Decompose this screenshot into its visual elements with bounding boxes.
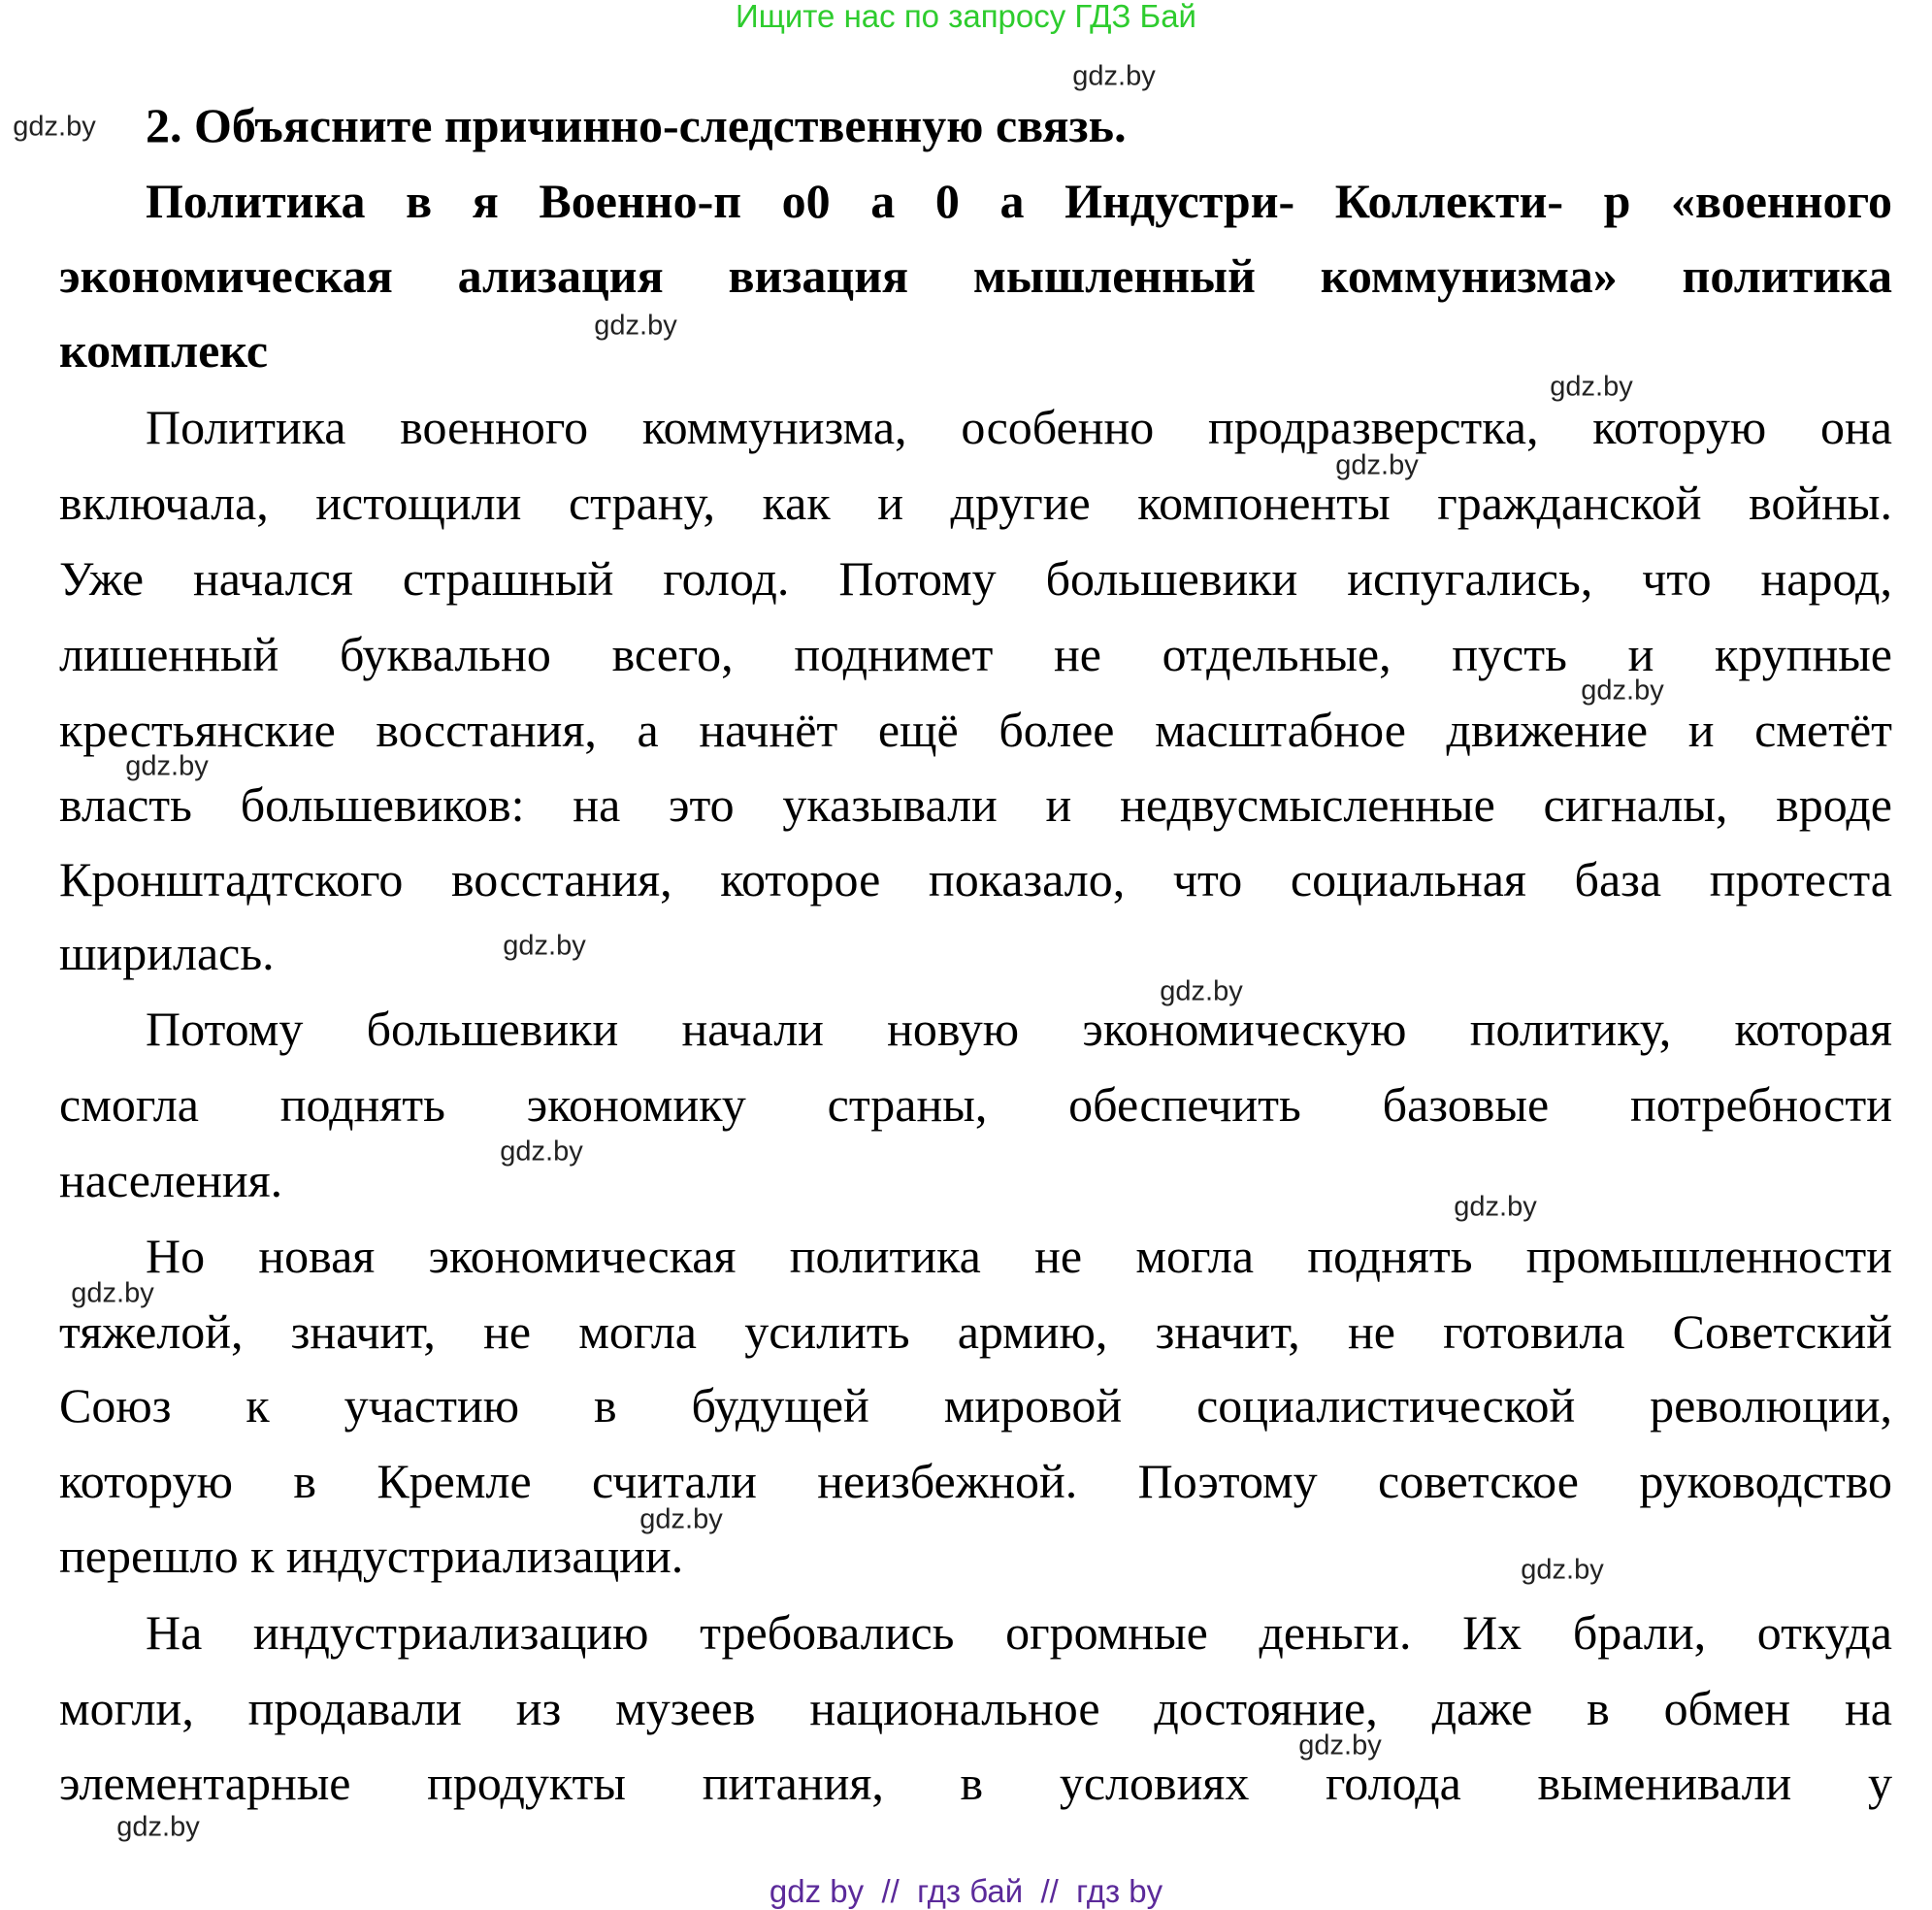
text-line: Потому большевики начали новую экономическую политику, которая — [146, 1002, 1892, 1056]
text-line: тяжелой, значит, не могла усилить армию, значит, не готовила Советский — [59, 1304, 1892, 1359]
watermark: gdz.by — [125, 750, 209, 782]
text-line: могли, продавали из музеев национальное достояние, даже в обмен на — [59, 1681, 1892, 1735]
watermark: gdz.by — [1454, 1191, 1537, 1223]
text-line: ширилась. — [59, 926, 275, 980]
watermark: gdz.by — [1581, 675, 1664, 707]
search-hint-banner: Ищите нас по запросу ГДЗ Бай — [736, 0, 1196, 34]
text-line: населения. — [59, 1153, 283, 1207]
watermark: gdz.by — [71, 1277, 154, 1309]
watermark: gdz.by — [116, 1811, 200, 1843]
text-line: крестьянские восстания, а начнёт ещё более масштабное движение и сметёт — [59, 703, 1892, 757]
text-line: смогла поднять экономику страны, обеспечить базовые потребности — [59, 1077, 1892, 1132]
text-line: Уже начался страшный голод. Потому большевики испугались, что народ, — [59, 551, 1892, 606]
watermark: gdz.by — [639, 1503, 723, 1535]
text-line: которую в Кремле считали неизбежной. Поэтому советское руководство — [59, 1454, 1892, 1508]
watermark: gdz.by — [1160, 975, 1243, 1007]
text-line: перешло к индустриализации. — [59, 1529, 684, 1583]
watermark: gdz.by — [594, 310, 677, 342]
watermark: gdz.by — [500, 1136, 583, 1168]
task-title: 2. Объясните причинно-следственную связь. — [146, 98, 1127, 152]
text-line: На индустриализацию требовались огромные деньги. Их брали, откуда — [146, 1605, 1892, 1660]
watermark: gdz.by — [1550, 371, 1633, 403]
text-line: элементарные продукты питания, в условиях голода выменивали у — [59, 1756, 1892, 1810]
text-line: лишенный буквально всего, поднимет не отдельные, пусть и крупные — [59, 627, 1892, 681]
text-line: власть большевиков: на это указывали и недвусмысленные сигналы, вроде — [59, 777, 1892, 832]
watermark: gdz.by — [13, 111, 96, 143]
footer-links: gdz by // гдз бай // гдз by — [769, 1873, 1163, 1909]
text-line: Союз к участию в будущей мировой социалистической революции, — [59, 1378, 1892, 1432]
scheme-line: комплекс — [59, 323, 269, 378]
watermark: gdz.by — [1335, 449, 1419, 481]
text-line: включала, истощили страну, как и другие компоненты гражданской войны. — [59, 476, 1892, 530]
text-line: Политика военного коммунизма, особенно продразверстка, которую она — [146, 400, 1892, 454]
watermark: gdz.by — [1072, 60, 1156, 92]
scheme-line: Политика в я Военно-п о0 а 0 а Индустри- Коллекти- р «военного — [146, 174, 1892, 228]
watermark: gdz.by — [1298, 1729, 1382, 1762]
scheme-line: экономическая ализация визация мышленный коммунизма» политика — [59, 248, 1892, 303]
text-line: Кронштадтского восстания, которое показало, что социальная база протеста — [59, 852, 1892, 906]
text-line: Но новая экономическая политика не могла поднять промышленности — [146, 1229, 1892, 1283]
watermark: gdz.by — [503, 930, 586, 962]
watermark: gdz.by — [1521, 1554, 1604, 1586]
